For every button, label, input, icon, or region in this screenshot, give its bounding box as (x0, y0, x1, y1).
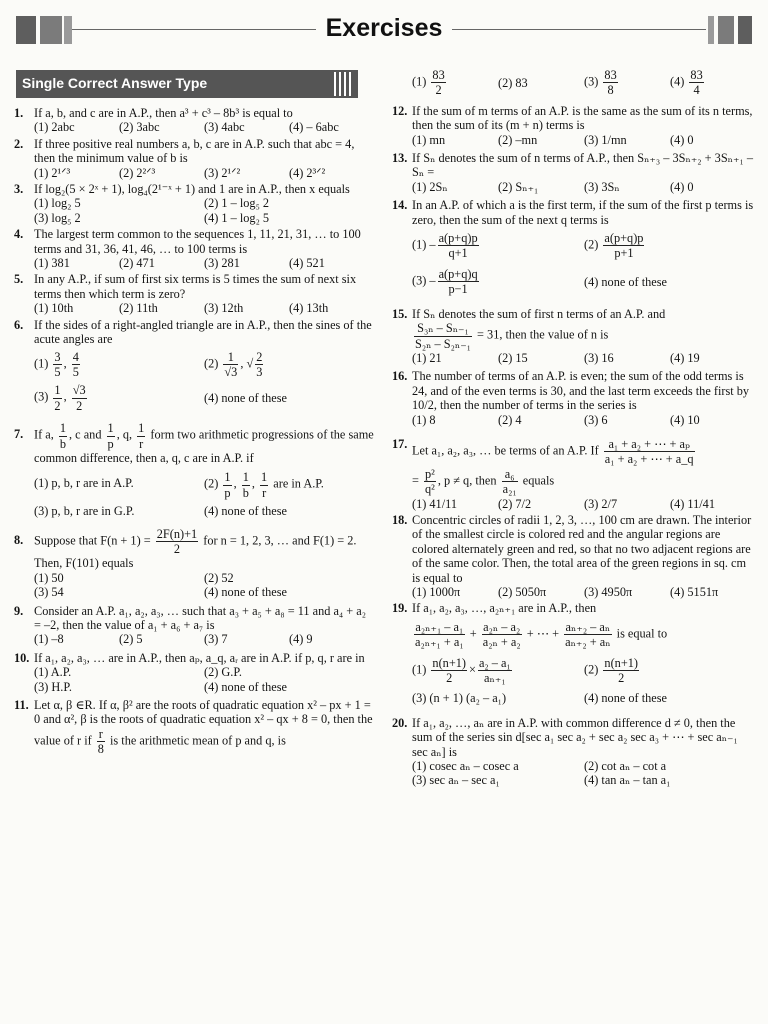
option[interactable]: (3) $\frac{83}{8}$ (584, 68, 617, 98)
option[interactable]: (2) $\frac{1}{p}$ , $\frac{1}{b}$ , $\frac{1}{r}$ are in A.P. (204, 470, 324, 500)
option[interactable]: (1) A.P. (34, 665, 72, 680)
left-column (14, 106, 374, 759)
question-16 (392, 369, 756, 427)
option[interactable]: (2) 471 (119, 256, 155, 271)
option[interactable]: (1) 8 (412, 412, 436, 427)
option[interactable]: (4) 521 (289, 256, 325, 271)
question-15 (392, 307, 756, 366)
question-number: 20. (392, 715, 408, 730)
option[interactable]: (3) 2¹ᐟ² (204, 165, 241, 180)
fraction: $\frac{√3}{2}$ (72, 383, 86, 413)
option[interactable]: (1) p, b, r are in A.P. (34, 476, 134, 491)
option[interactable]: (3) (n + 1) (a₂ – a₁) (412, 691, 507, 706)
question-text: If a, $\frac{1}{b}$ , c and $\frac{1}{p}$ , q, $\frac{1}{r}$ form two arithmetic progressions of the same common difference, then a, q, c are in A.P. if (34, 421, 374, 465)
question-14 (392, 198, 756, 296)
option[interactable]: (1) 1000π (412, 585, 461, 599)
question-number: 14. (392, 198, 408, 213)
option[interactable]: (1) $\frac{n(n+1)}{2}$ × $\frac{\text{a₂ – a₁}}{\text{aₙ₊₁}}$ (412, 655, 511, 686)
option[interactable]: (4) tan aₙ – tan a₁ (584, 773, 671, 788)
question-text: If the sum of m terms of an A.P. is the same as the sum of its n terms, then the sum of its (m + n) terms is (412, 103, 753, 133)
option[interactable]: (3) 12th (204, 301, 244, 316)
page-title: Exercises (316, 14, 453, 42)
option[interactable]: (4) 13th (289, 301, 329, 316)
question-20 (392, 716, 756, 788)
question-number: 18. (392, 512, 408, 527)
question-text: If a₁, a₂, …, aₙ are in A.P. with common difference d ≠ 0, then the sum of the series sin d[sec a₁ sec a₂ + sec a₂ sec a₃ + ⋯ + sec aₙ₋₁ sec aₙ] is (412, 715, 738, 759)
question-text: In an A.P. of which a is the first term, if the sum of the first p terms is zero, then the sum of the next q terms is (412, 198, 754, 227)
option[interactable]: (2) cot aₙ – cot a (584, 759, 667, 774)
question-expression: $\frac{\text{a₂ₙ₊₁ – a₁}}{\text{a₂ₙ₊₁ + a₁}}$ + $\frac{\text{a₂ₙ – a₂}}{\text{a₂ₙ + a₂}}$ + ⋯ + $\frac{\text{aₙ₊₂ – aₙ}}{\text{aₙ₊₂ + aₙ}}$ is equal to (415, 619, 668, 650)
question-text: Concentric circles of radii 1, 2, 3, …, 100 cm are drawn. The interior of the smallest circle is colored red and the angular regions are colored alternately green and red, so that no two adjacent regions are of the same color. Then, the total area of the green regions in sq. cm is equal to (412, 512, 752, 585)
question-number: 2. (14, 136, 24, 151)
question-8 (14, 527, 374, 600)
question-text: If the sides of a right-angled triangle are in A.P., then the sines of the acute angles are (34, 317, 372, 347)
option[interactable]: (3) 7 (204, 632, 228, 647)
option[interactable]: (2) Sₙ₊₁ (498, 179, 539, 194)
option[interactable]: (4) 19 (670, 350, 700, 365)
question-13 (392, 151, 756, 194)
option[interactable]: (1) 2abc (34, 120, 75, 135)
option[interactable]: (4) none of these (204, 585, 287, 600)
question-number: 8. (14, 532, 24, 547)
question-text: Suppose that F(n + 1) = $\frac{2F(n)+1}{2}$ for n = 1, 2, 3, … and F(1) = 2. Then, F(101) equals (34, 526, 357, 571)
fraction: $\frac{\text{a₁ + a₂ + ⋯ + aₚ}}{\text{a₁ + a₂ + ⋯ + a\_q}}$ (604, 436, 694, 467)
question-19 (392, 601, 756, 705)
question-text: If Sₙ denotes the sum of first n terms of an A.P. and $\frac{\text{S₃ₙ – Sₙ₋₁}}{\text{S₂ₙ – S₂ₙ₋₁}}$ = 31, then the value of n is (412, 306, 666, 351)
option[interactable]: (2) 83 (498, 76, 528, 90)
question-text: If a, b, and c are in A.P., then a³ + c³ – 8b³ is equal to (34, 106, 293, 120)
fraction: $\frac{2}{3}$ (256, 349, 263, 379)
fraction: $\frac{\text{p²}}{\text{q²}}$ (425, 466, 435, 497)
option[interactable]: (1) 381 (34, 256, 70, 271)
header (0, 8, 768, 52)
option[interactable]: (1) $\frac{3}{5}$ , $\frac{4}{5}$ (34, 349, 79, 379)
option[interactable]: (2) 1 – log₅ 2 (204, 196, 270, 211)
option[interactable]: (4) 1 – log₂ 5 (204, 210, 270, 225)
option[interactable]: (4) none of these (584, 274, 667, 289)
option[interactable]: (3) 4950π (584, 585, 633, 599)
question-number: 13. (392, 151, 408, 166)
option[interactable]: (1) 41/11 (412, 496, 457, 511)
question-number: 6. (14, 317, 24, 332)
option[interactable]: (2) 3abc (119, 120, 160, 135)
option[interactable]: (3) 3Sₙ (584, 179, 620, 194)
option[interactable]: (2) 7/2 (498, 496, 532, 511)
question-12 (392, 104, 756, 147)
option[interactable]: (2) 4 (498, 412, 522, 427)
option-label: (1) (34, 356, 49, 371)
option[interactable]: (1) 10th (34, 301, 74, 316)
option[interactable]: (3) – $\frac{a(p+q)q}{p-1}$ (412, 266, 478, 297)
question-17 (392, 437, 756, 511)
option-label: (3) (34, 390, 49, 405)
option[interactable]: (4) 0 (670, 132, 694, 147)
option[interactable]: (2) $\frac{1}{√3}$ , √ $\frac{2}{3}$ (204, 349, 263, 379)
option[interactable]: (1) 2¹ᐟ³ (34, 165, 71, 180)
option[interactable]: (3) 281 (204, 256, 240, 271)
question-number: 11. (14, 698, 29, 713)
option[interactable]: (1) $\frac{83}{2}$ (412, 68, 445, 98)
option[interactable]: (3) 2/7 (584, 496, 618, 511)
fraction: $\frac{\text{S₃ₙ – Sₙ₋₁}}{\text{S₂ₙ – S₂ₙ₋₁}}$ (415, 321, 471, 351)
option[interactable]: (2) –mn (498, 132, 538, 147)
fraction: $\frac{\text{a₆}}{\text{a₂₁}}$ (502, 466, 517, 497)
question-text: If a₁, a₂, a₃, …, a₂ₙ₊₁ are in A.P., then (412, 601, 597, 616)
question-text: The largest term common to the sequences 1, 11, 21, 31, … to 100 terms and 31, 36, 41, 46, … to 100 terms is (34, 227, 361, 256)
fraction: $\frac{1}{√3}$ (224, 349, 238, 379)
option[interactable]: (4) none of these (204, 679, 287, 694)
question-text: If three positive real numbers a, b, c are in A.P. such that abc = 4, then the minimum value of b is (34, 136, 355, 166)
option[interactable]: (3) sec aₙ – sec a₁ (412, 773, 500, 788)
option[interactable]: (1) 2Sₙ (412, 179, 448, 194)
option[interactable]: (2) 5 (119, 632, 143, 647)
section-stripes (334, 72, 354, 96)
option[interactable]: (3) 1/mn (584, 132, 627, 147)
question-text: Let a₁, a₂, a₃, … be terms of an A.P. If $\frac{\text{a₁ + a₂ + ⋯ + aₚ}}{\text{a₁ + a₂ + ⋯ + a\_q}}$ = $\frac{\text{p²}}{\text{q²}}$ , p ≠ q, then $\frac{\text{a₆}}{\text{a₂₁}}$ equals (412, 436, 694, 497)
option[interactable]: (2) 52 (204, 570, 234, 585)
section-badge (16, 70, 358, 98)
fraction: $\frac{3}{5}$ (54, 349, 61, 379)
question-text: The number of terms of an A.P. is even; the sum of the odd terms is 24, and of the even terms is 30, and the last term exceeds the first by 10/2, then the number of terms in the series is (412, 369, 750, 413)
question-text: If a₁, a₂, a₃, … are in A.P., then aₚ, a_q, aᵣ are in A.P. if p, q, r are in (34, 650, 365, 665)
question-number: 19. (392, 601, 408, 616)
option[interactable]: (2) 15 (498, 350, 528, 365)
question-4 (14, 227, 374, 270)
question-number: 17. (392, 436, 408, 451)
option[interactable]: (1) mn (412, 132, 446, 147)
question-number: 12. (392, 103, 408, 118)
question-text: In any A.P., if sum of first six terms is 5 times the sum of next six terms then which term is zero? (34, 272, 357, 301)
question-11-options (392, 68, 756, 98)
section-title: Single Correct Answer Type (22, 75, 208, 91)
option[interactable]: (3) $\frac{1}{2}$ , $\frac{√3}{2}$ (34, 383, 86, 413)
question-text: If log₂(5 × 2ˣ + 1), log₄(2¹⁻ˣ + 1) and 1 are in A.P., then x equals (34, 182, 350, 197)
option[interactable]: (4) – 6abc (289, 120, 339, 135)
option-label: (2) (204, 356, 219, 371)
question-number: 4. (14, 227, 24, 242)
question-6 (14, 318, 374, 413)
option[interactable]: (4) none of these (204, 391, 287, 406)
question-text: Let α, β ∈R. If α, β² are the roots of quadratic equation x² – px + 1 = 0 and α², β is the roots of quadratic equation x² – qx + 8 = 0, then the value of r if $\frac{r}{8}$ is the arithmetic mean of p and q, is (34, 698, 373, 757)
question-9 (14, 604, 374, 647)
question-1 (14, 106, 374, 135)
question-number: 10. (14, 650, 30, 665)
fraction: $\frac{4}{5}$ (72, 349, 79, 379)
option[interactable]: (4) none of these (584, 691, 667, 706)
question-7 (14, 421, 374, 518)
option[interactable]: (3) 54 (34, 585, 64, 600)
question-number: 5. (14, 272, 24, 287)
option[interactable]: (4) $\frac{83}{4}$ (670, 68, 703, 98)
option[interactable]: (2) 5050π (498, 585, 547, 599)
option[interactable]: (1) cosec aₙ – cosec a (412, 759, 519, 774)
option[interactable]: (2) 11th (119, 301, 158, 316)
question-number: 1. (14, 106, 24, 120)
question-18 (392, 513, 756, 599)
question-text: If Sₙ denotes the sum of n terms of A.P., then Sₙ₊₃ – 3Sₙ₊₂ + 3Sₙ₊₁ – Sₙ = (412, 151, 753, 180)
option[interactable]: (1) –8 (34, 632, 64, 647)
option[interactable]: (2) G.P. (204, 665, 242, 680)
option[interactable]: (1) 21 (412, 350, 442, 365)
question-number: 7. (14, 427, 24, 442)
option[interactable]: (4) 5151π (670, 585, 719, 599)
option[interactable]: (2) $\frac{a(p+q)p}{p+1}$ (584, 231, 644, 261)
question-10 (14, 651, 374, 694)
question-number: 15. (392, 306, 408, 321)
right-column (392, 68, 756, 790)
option[interactable]: (1) 50 (34, 570, 64, 585)
option[interactable]: (4) 11/41 (670, 496, 715, 511)
fraction: $\frac{1}{2}$ (54, 383, 61, 413)
option[interactable]: (2) 2²ᐟ³ (119, 165, 156, 180)
option[interactable]: (1) – $\frac{a(p+q)p}{q+1}$ (412, 231, 478, 261)
question-11 (14, 698, 374, 757)
option[interactable]: (4) 2³ᐟ² (289, 165, 326, 180)
option[interactable]: (3) 16 (584, 350, 614, 365)
question-text: Consider an A.P. a₁, a₂, a₃, … such that a₃ + a₅ + a₈ = 11 and a₄ + a₂ = –2, then the value of a₁ + a₆ + a₇ is (34, 603, 367, 632)
fraction: $\frac{r}{8}$ (97, 726, 104, 757)
option[interactable]: (4) 10 (670, 412, 700, 427)
question-number: 3. (14, 182, 24, 197)
question-3 (14, 182, 374, 225)
option[interactable]: (3) 6 (584, 412, 608, 427)
option[interactable]: (3) 4abc (204, 120, 245, 135)
question-2 (14, 137, 374, 180)
option[interactable]: (1) log₂ 5 (34, 196, 81, 211)
option[interactable]: (2) $\frac{n(n+1)}{2}$ (584, 655, 638, 686)
option[interactable]: (3) H.P. (34, 679, 72, 694)
question-5 (14, 272, 374, 315)
option[interactable]: (3) p, b, r are in G.P. (34, 504, 135, 519)
question-number: 16. (392, 369, 408, 384)
option[interactable]: (3) log₅ 2 (34, 210, 81, 225)
fraction: $\frac{2F(n)+1}{2}$ (156, 526, 198, 556)
option[interactable]: (4) none of these (204, 504, 287, 519)
option[interactable]: (4) 0 (670, 179, 694, 194)
option[interactable]: (4) 9 (289, 632, 313, 647)
question-number: 9. (14, 603, 24, 618)
